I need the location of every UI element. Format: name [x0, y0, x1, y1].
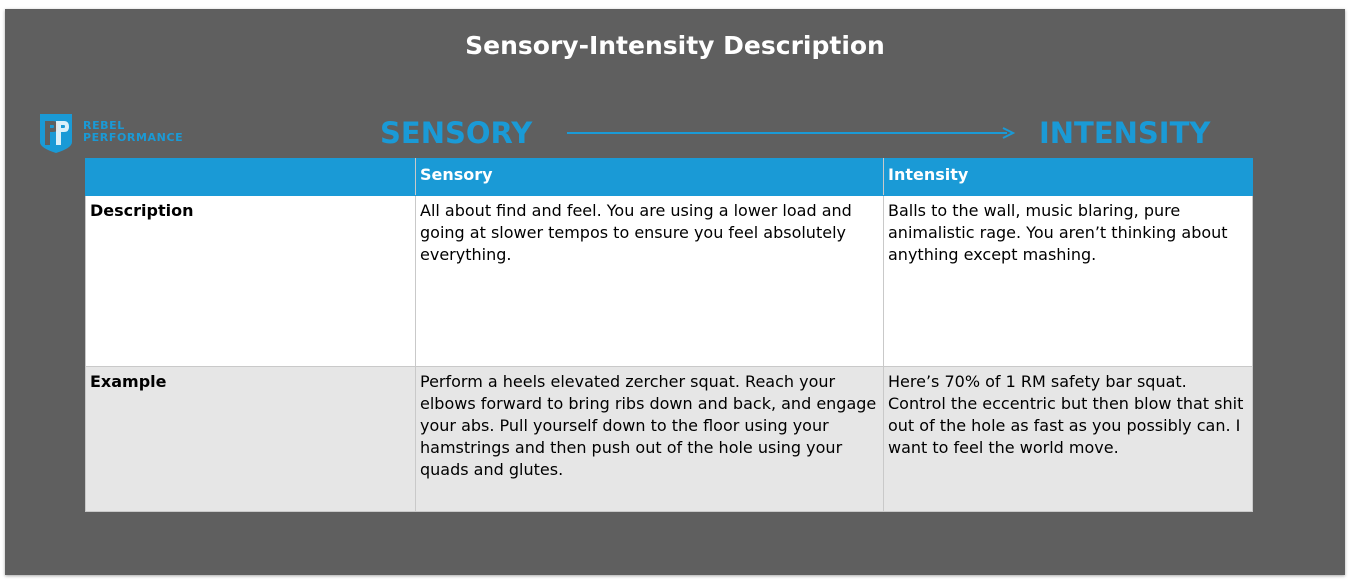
brand-logo	[38, 112, 198, 156]
cell-description-intensity: Balls to the wall, music blaring, pure animalistic rage. You aren’t thinking about anything except mashing.	[884, 196, 1253, 367]
spectrum-right-label: INTENSITY	[1039, 116, 1211, 150]
brand-line-2: PERFORMANCE	[83, 131, 184, 144]
brand-line-1: REBEL	[83, 119, 125, 132]
table-header-intensity: Intensity	[884, 159, 1253, 196]
cell-example-sensory: Perform a heels elevated zercher squat. Reach your elbows forward to bring ribs down and back, and engage your abs. Pull yourself down to the floor using your hamstrings and then push out of the hole using your quads and glutes.	[416, 367, 884, 512]
right-arrow-icon	[567, 126, 1017, 140]
rp-shield-logo-icon	[38, 112, 74, 154]
row-label-example: Example	[86, 367, 416, 512]
row-label-description: Description	[86, 196, 416, 367]
table-row	[86, 367, 1253, 512]
spectrum-left-label: SENSORY	[380, 116, 533, 150]
table-header-sensory: Sensory	[416, 159, 884, 196]
brand-name	[83, 120, 183, 144]
table-row	[86, 196, 1253, 367]
table-header-empty	[86, 159, 416, 196]
table-header-row	[86, 159, 1253, 196]
comparison-table	[85, 158, 1253, 512]
cell-description-sensory: All about find and feel. You are using a lower load and going at slower tempos to ensure you feel absolutely everything.	[416, 196, 884, 367]
slide-title: Sensory-Intensity Description	[465, 31, 885, 60]
cell-example-intensity: Here’s 70% of 1 RM safety bar squat. Control the eccentric but then blow that shit out of the hole as fast as you possibly can. I want to feel the world move.	[884, 367, 1253, 512]
